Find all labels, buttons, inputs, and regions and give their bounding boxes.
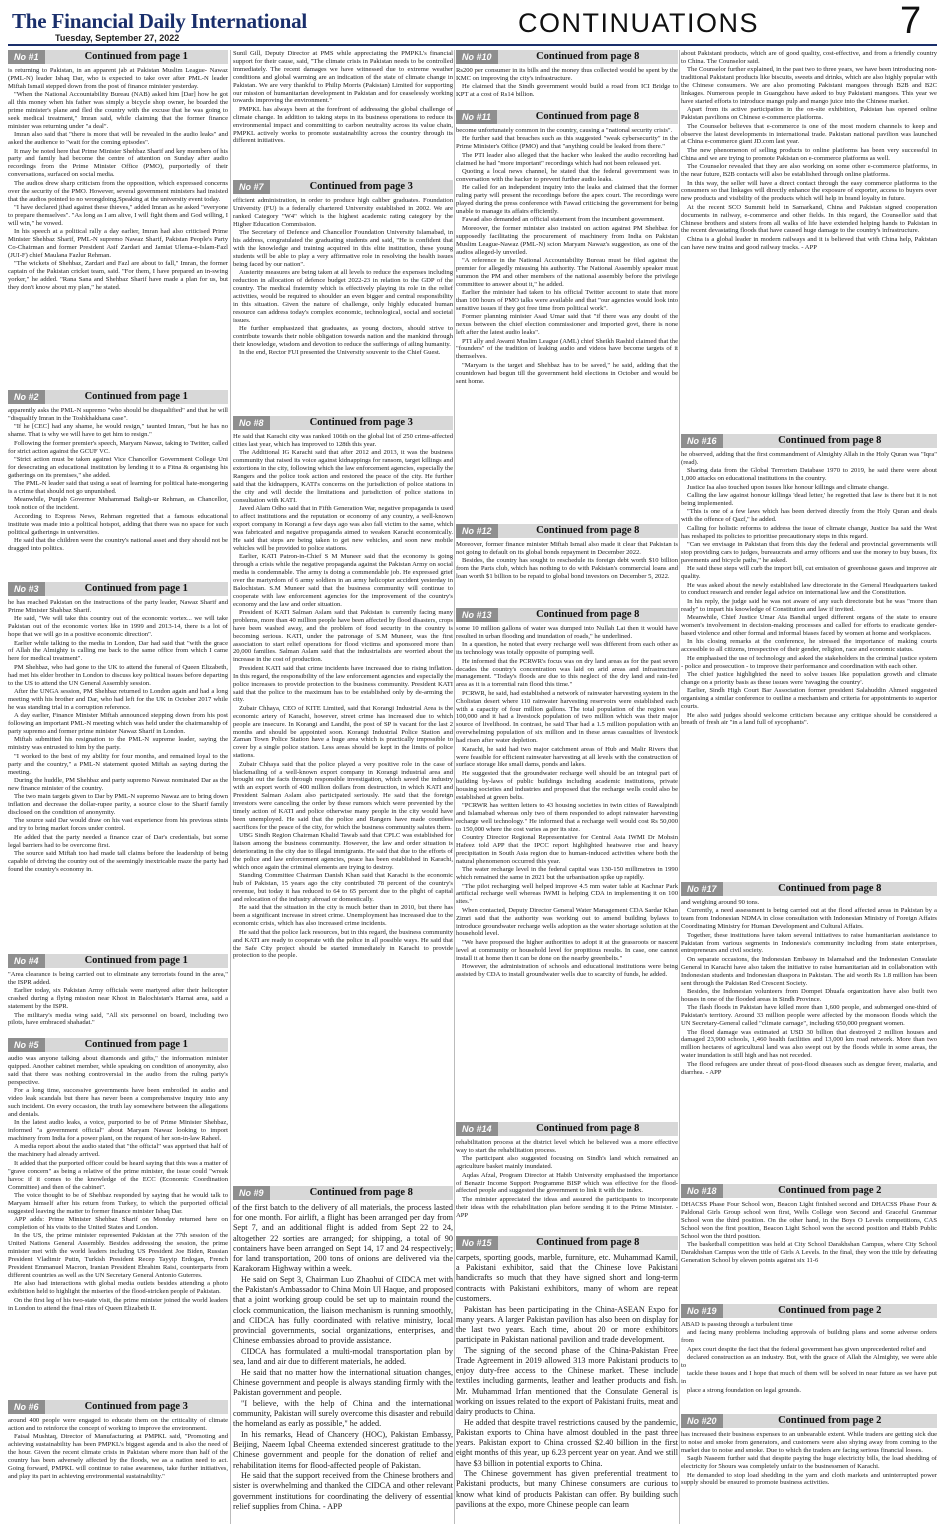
article-header [681, 434, 937, 448]
article-number: No #15 [456, 1236, 498, 1250]
article-17 [681, 882, 937, 1182]
paragraph: Zubair Chhaya, CEO of KITE Limited, said that Korangi Industrial Area is the economic artery of Karachi, however, street crime has increased due to which people are insecure. In Korangi and Landhi, the post of SP is vacant for the last 2 months and should be appointed soon. Korangi Industrial Police Station and Zaman Town Police Station have a huge area which is practically impossible to cover by a single police station. Less areas should be kept in the limits of police stations. [233, 704, 453, 760]
paragraph: Besides, the country has sought to reschedule its foreign debt worth $10 billion from the Paris club, which has nothing to do with Pakistan's commercial loans and loan worth $1 billion to be repaid to global bond investors on December 5, 2022. [456, 557, 678, 581]
paragraph: Moreover, former finance minister Miftah Ismail also made it clear that Pakistan is not going to default on its global bonds repayment in December 2022. [456, 541, 678, 556]
article-body [681, 899, 937, 1076]
paragraph: The PML-N leader said that using a seat of learning for political hate-mongering is a crime that should not go unpunished. [8, 480, 228, 496]
paragraph: Former planning minister Asad Umar said that "if there was any doubt of the nexus between the chief election commissioner and imported govt, there is none left after the latest audio leaks". [456, 313, 678, 337]
article-15 [456, 1236, 678, 1524]
paragraph: Meanwhile, Chief Justice Umar Ata Bandial urged different organs of the state to ensure women's involvement in decision-making processes and called for efforts to eradicate gender-based violence and other formal and informal biases faced by women at home and workplaces. [681, 614, 937, 637]
paragraph: PMPKL has always been at the forefront of addressing the global challenge of climate change. In addition to taking steps in its business operations to reduce its environmental impact and committing to carbon neutrality across its value chain, PMPKL actively works to promote sustainability across the country through its different initiatives. [233, 105, 453, 145]
paragraph: place a strong foundation on legal grounds. [687, 1386, 802, 1394]
paragraph: The Counselor further explained, in the past two to three years, we have been introducing non-traditional Pakistani products like biscuits, sweets and drinks, which are also highly popular with the Chinese consumers. We are also promoting Pakistani mangoes through B2B and B2C linkages. Numerous people in Guangzhou have asked to buy Pakistani mangoes. This year we have started efforts to introduce mango pulp and mango juice into the Chinese market. [681, 66, 937, 105]
paragraph: The chief justice highlighted the need to solve issues like population growth and climate change on a priority basis as these issues were 'ravaging the country'. [681, 670, 937, 686]
article-13 [456, 608, 678, 1120]
article-header [456, 110, 678, 124]
article-body [8, 1055, 228, 1313]
article-body [456, 541, 678, 581]
article-body [456, 625, 678, 979]
paragraph: Besides, the Indonesian volunteers from Dompet Dhuafa organization have also built two houses in one of the flooded areas in Sindh Province. [681, 987, 937, 1003]
article-number: No #17 [681, 882, 723, 896]
paragraph: He said that the situation in the city is much better than in 2010, but there has been a significant increase in street crime. Unemployment has increased due to the economic crisis, which has also increased crime incidents. [233, 904, 453, 928]
paragraph: Earlier today, six Pakistan Army officials were martyred after their helicopter crashed during a flying mission near Khost in Balochistan's Harnai area, said a statement by the ISPR. [8, 987, 228, 1011]
article-6 [8, 1400, 228, 1524]
paragraph: He suggested that the groundwater recharge well should be an integral part of building by-laws of public buildings including academic institutions, private housing societies and industries and proposed that the recharge wells could also be established at green belts. [456, 769, 678, 801]
article-number: No #14 [456, 1122, 498, 1136]
article-8 [233, 416, 453, 1184]
paragraph: He said that no matter how the international situation changes, Chinese government and people is always standing firmly with the Pakistan government and people. [233, 1367, 453, 1398]
paragraph: He also had interactions with global media outlets besides attending a photo exhibition held to highlight the miseries of the flood-stricken people of Pakistan. [8, 1280, 228, 1296]
article-number: No #20 [681, 1414, 723, 1428]
paragraph: However, the administration of schools and educational institutions were being assisted by CDA to install groundwater wells due to scarcity of funds, he added. [456, 963, 678, 978]
paragraph: Javed Alam Odho said that in Fifth Generation War, negative propaganda is used to affect institutions and the reputation or economy of any country, a well-known export company in Korangi a few days ago was also fall victim to the same, which was fabricated and negative propaganda aimed to weaken Karachi economically. He said that steps are being taken to get new vehicles, and soon new mobile vehicles will be provided to police stations. [233, 505, 453, 552]
article-header [8, 582, 228, 596]
paragraph: of the first batch to the delivery of all materials, the process lasted for one month. For airlift, a flight has been arranged per day from Sept 7, and an additional flight is added from Sept 22 to 24, altogether 22 sorties are arranged; for shipping, a total of 90 containers have been arranged on Sept 14, 17 and 24 respectively; for land transportation, 200 tons of onions are delivered via the Karakoram Highway within a week. [233, 1203, 453, 1274]
column-divider [679, 50, 680, 1524]
paragraph: He demanded to stop load shedding in the yarn and cloth markets and uninterrupted power supply should be ensured to promote business activities. [681, 1471, 937, 1487]
paragraph: In this way, the seller will have a direct contact through the easy commerce platforms to the consumers so that linkages will directly enhance the exposure of exporter, access to buyers over new products and visibility of the products which will help in brand loyalty in future. [681, 179, 937, 203]
paragraph: The flash floods in Pakistan have killed more than 1,600 people, and submerged one-third of Pakistan's territory. Around 33 million people were affected by the monsoon floods which the UN Secretary-General called "climate carnage", including 650,000 pregnant women. [681, 1004, 937, 1028]
paragraph: Earlier, KATI Patron-in-Chief S M Muneer said that the economy is going through a crisis while the negative propaganda against the Pakistan Army on social media is condemnable. The army is doing a commendable job. He expressed grief over the martyrdom of 6 army soldiers in an army helicopter accident yesterday in Balochistan. S.M Muneer said that the business community will continue to cooperate with law enforcement agencies for the improvement of the country's economy and the law and order situation. [233, 553, 453, 608]
article-body [233, 50, 453, 145]
continued-from-label: Continued from page 8 [535, 111, 640, 122]
paragraph: Austerity measures are being taken at all levels to reduce the expenses including reduction in allocation of defence budget 2022-23 in relation to the GDP of the country. The medical fraternity which is effectively playing its role in the relief activities, would be required to shoulder an even bigger and central responsibility in this situation. Given the nature of challenge, only highly educated human resource can address today's complex economic, technological, social and societal issues. [233, 269, 453, 324]
paragraph: "When the National Accountability Bureau (NAB) asked him [Dar] how he got all this money when his father was simply a bicycle shop owner, he boarded the prime minister's plane and fled the country with the excuse that he was going to seek medical treatment," Imran said, while claiming that the former finance minister was returning under "a deal". [8, 91, 228, 130]
paragraph: On the first leg of his two-state visit, the prime minister joined the world leaders in London to attend the final rites of Queen Elizabeth II. [8, 1296, 228, 1312]
newspaper-title: The Financial Daily International [12, 9, 308, 33]
continued-from-label: Continued from page 2 [778, 1305, 882, 1316]
paragraph: At the recent SCO Summit held in Samarkand, China and Pakistan signed cooperation documents in railway, e-commerce and other fields. In this regard, the Counsellor said that Chinese brothers and sisters from all walks of life have extended helping hands to Pakistan in the recent devastating floods that have caused huge damage to the country's infrastructure. [681, 203, 937, 235]
article-body [8, 67, 228, 292]
continued-from-label: Continued from page 1 [84, 1039, 188, 1050]
column-4 [681, 50, 937, 1524]
article-header [8, 1038, 228, 1052]
paragraph: In his remarks, Head of Chancery (HOC), Pakistan Embassy, Beijing, Naeem Iqbal Cheema extended sincerest gratitude to the Chinese government and people for the donation of relief and rehabilitation items for flood-affected people of Pakistan. [233, 1429, 453, 1470]
paragraph: tackle these issues and I hope that much of them will be solved in near future as we have put in [681, 1370, 937, 1386]
paragraph: According to Express News, Rehman regretted that a famous educational institute was made into a political hotspot, adding that there was no space for such political gatherings in universities. [8, 512, 228, 536]
paragraph: "I have declared jihad against these thieves," added Imran as he asked "everyone to prepare themselves". "As long as I am alive, I will fight them and God willing, I will win," he vowed. [8, 203, 228, 227]
article-number: No #6 [8, 1400, 45, 1414]
paragraph: Karachi, he said had two major catchment areas of Hub and Malir Rivers that were feasible for efficient rainwater harvesting at all levels with the construction of surface storage like small dams, ponds and lakes. [456, 745, 678, 769]
paragraph: For a long time, successive governments have been embroiled in audio and video leak scandals but there has never been a comprehensive inquiry into any such incident. On every occasion, the truth lay somewhere between the allegations and denials. [8, 1087, 228, 1118]
paragraph: The Counselor revealed that they are also working on some other e-commerce platforms, in the near future, B2B contacts will also be established through online platforms. [681, 163, 937, 179]
paragraph: The PTI leader also alleged that the hacker who leaked the audio recording had claimed he had "more important" recordings which had not been released yet. [456, 151, 678, 167]
article-header [456, 608, 678, 622]
paragraph: The signing of the second phase of the China-Pakistan Free Trade Agreement in 2019 allowed 313 more Pakistani products to enjoy duty-free access to the Chinese market. These include textiles including garments, leather and leather products and fish. Mr. Muhammad Irfan mentioned that the Consulate General is working on issues related to the export of Pakistani fruits, meat and dairy products to China. [456, 1345, 678, 1417]
paragraph: carpets, sporting goods, marble, furniture, etc. Muhammad Kamil, a Pakistani exhibitor, said that the Chinese love Pakistani handicrafts so much that they have signed short and long-term contracts with Pakistani exhibitors, many of whom are repeat customers. [456, 1253, 678, 1303]
continued-from-label: Continued from page 3 [309, 417, 413, 428]
paragraph: Pakistan has been participating in the China-ASEAN Expo for many years. A larger Pakistan pavilion has also been on display for the last two years. Each time, about 20 or more exhibitors participate in Pakistan national pavilion and trade development. [456, 1304, 678, 1345]
paragraph: The voice thought to be of Shehbaz responded by saying that he would talk to Maryam himself after his return from Turkey, to which the purported official suggested leaving the matter to former finance minister Ishaq Dar. [8, 1191, 228, 1215]
article-14 [456, 1122, 678, 1234]
article-number: No #7 [233, 180, 270, 194]
article-number: No #9 [233, 1186, 270, 1200]
article-number: No #8 [233, 416, 270, 430]
masthead [0, 0, 945, 48]
masthead-rule [8, 44, 937, 46]
paragraph: Earlier while talking to the media in London, Dar had said that "with the grace of Allah the Almighty is calling me back to the same office from which I came here for medical treatment". [8, 639, 228, 663]
article-number: No #4 [8, 954, 45, 968]
article-body [456, 127, 678, 386]
paragraph: In his closing remarks at the conference, he stressed the importance of making courts accessible to all citizens, irrespective of their gender, religion, race and economic status. [681, 638, 937, 654]
article-1 [8, 50, 228, 388]
paragraph: Earlier, Sindh High Court Bar Association former president Salahuddin Ahmed suggested organising a similar conference to outline a mechanism and criteria for appointments to superior courts. [681, 687, 937, 711]
paragraph: Faisal Mushtaq, Director of Manufacturing at PMPKL said, "Promoting and achieving sustainability has been PMPKL's biggest agenda and is also the need of the hour. Given the recent climate crisis in Pakistan where more than half of the country has been adversely affected by the floods, we as a nation need to act. Going forward, PMPKL will continue to raise awareness, take further initiatives, and play its part in achieving environmental sustainability." [8, 1433, 228, 1480]
paragraph: Calling the law against honour killings 'dead letter,' he regretted that law is there but it is not being implemented. [681, 492, 937, 507]
article-number: No #11 [456, 110, 497, 124]
continued-from-label: Continued from page 2 [778, 1185, 882, 1196]
article-19 [681, 1304, 937, 1412]
paragraph: audio was anyone talking about diamonds and gifts," the information minister quipped. Another cabinet member, while speaking on condition of anonymity, also said that there was nothing controversial in the audio from the ruling party's perspective. [8, 1055, 228, 1086]
paragraph: Justice Isa also touched upon issues like honour killings and climate change. [687, 483, 889, 491]
article-20 [681, 1414, 937, 1524]
paragraph: A day earlier, Finance Minister Miftah announced stepping down from his post following an important PML-N meeting which was held under the chairmanship of party supremo and former prime minister Nawaz Sharif in London. [8, 712, 228, 735]
paragraph: Apart from its active participation in the on-site exhibition, Pakistan has opened online Pakistan pavilions on Chinese e-commerce platforms. [681, 106, 937, 122]
continued-from-label: Continued from page 8 [778, 883, 882, 894]
paragraph: Following the former premier's speech, Maryam Nawaz, taking to Twitter, called for strict action against the GCUF VC. [8, 439, 228, 455]
paragraph: In the end, Rector FUI presented the University souvenir to the Chief Guest. [239, 349, 441, 357]
paragraph: He also said judges should welcome criticism because any critique should be considered a breath of fresh air "in a land full of sycophants". [681, 711, 937, 727]
column-2 [233, 50, 453, 1524]
paragraph: President KATI said that crime incidents have increased due to rising inflation. In this regard, the responsibility of the law enforcement agencies and especially the police increases to provide protection to the business community. President KATI said that the police to the maximum has to be established only by de-arming the city. [233, 664, 453, 704]
paragraph: In the US, the prime minister represented Pakistan at the 77th session of the United Nations General Assembly. Besides addressing the session, the prime minister met with the world leaders including US President Joe Biden, Russian President Vladimir Putin, Turkish President Recep Tayyip Erdogan, French President Emmanuel Macron, Iranian President Ebrahim Raisi, counterparts from different countries as well as the UN Secretary General Antonio Guterres. [8, 1232, 228, 1279]
paragraph: The participant also suggested focusing on Sindh's land which remained an agriculture basket mainly inundated. [456, 1155, 678, 1171]
paragraph: He emphasised the use of technology and asked the stakeholders in the criminal justice system - police and prosecution - to improve their performance and coordination with each other. [681, 654, 937, 670]
article-18 [681, 1184, 937, 1302]
paragraph: Rs200 per consumer in its bills and the money thus collected would be spent by the KMC on improving the city's infrastructure. [456, 67, 678, 82]
article-body [233, 1203, 453, 1512]
paragraph: He said that Karachi city was ranked 106th on the global list of 250 crime-affected cities last year, which has improved to 128th this year. [233, 433, 453, 448]
article-body [681, 451, 937, 727]
paragraph: and weighing around 90 tons. [681, 899, 760, 906]
article-12 [456, 524, 678, 606]
paragraph: He said that the children were the country's national asset and they should not be dragged into politics. [8, 537, 228, 552]
paragraph: China is a global leader in modern railways and it is believed that with China help, Pakistan can have new trains and good railway tracks. - APP [681, 235, 937, 251]
article-number: No #16 [681, 434, 723, 448]
paragraph: become unfortunately common in the country, causing a "national security crisis". [456, 127, 673, 134]
paragraph: The Secretary of Defence and Chancellor Foundation University Islamabad, in his address, congratulated the graduating students and said, "He is confident that with the knowledge and training acquired in this elite institution, these young students will be able to play a very affirmative role in resolving the health issues being faced by our nation". [233, 229, 453, 268]
article-header [456, 1236, 678, 1250]
paragraph: The audios drew sharp criticism from the opposition, which expressed concerns over the security of the PMO. However, several government ministers had insisted that the audios pointed to no wrongdoing.Speaking at the university event today. [8, 179, 228, 203]
paragraph: The Counselor believes that e-commerce is one of the most modern channels to keep and observe the latest developments in international trade. Pakistan national pavilion was launched at China e-commerce giant JD.com last year. [681, 122, 937, 146]
paragraph: "The wickets of Shehbaz, Zardari and Fazl are about to fall," Imran, the former captain of the Pakistan cricket team, said. "For them, I have prepared an in-swing yorker," he added. "Rana Sana and Shehbaz Sharif have made a plan for us, but they don't know about my plan," he stated. [8, 260, 228, 291]
paragraph: The flood refugees are under threat of post-flood diseases such as dengue fever, malaria, and diarrhea. - APP [681, 1060, 937, 1076]
article-header [456, 50, 678, 64]
paragraph: Country Director Regional Representative for Central Asia IWMI Dr Mohsin Hafeez told APP that the IPCC report highlighted heatwave rise and heavy precipitation in South Asia region due to human-induced activities where both the natural phenomenon occurred this year. [456, 834, 678, 865]
paragraph: After the UNGA session, PM Shehbaz returned to London again and had a long meeting with his brother and Dar, who had left for the UK in October 2017 while he was standing trial in a corruption reference. [8, 687, 228, 711]
article-body [233, 197, 453, 357]
article-header [456, 524, 678, 538]
continued-from-label: Continued from page 3 [309, 181, 413, 192]
paragraph: In a question, he noted that every recharge well was different from each other as its technology was totally opposite of pumping well. [456, 641, 678, 657]
continued-from-label: Continued from page 8 [536, 609, 640, 620]
paragraph: Zubair Chhaya said that the police played a very positive role in the case of blackmailing of a well-known export company in Korangi industrial area and brought out the facts through responsible investigation, which saved the industry with an export worth of 400 million dollars from destruction, in which KATI and President Salman Aslam also participated seriously. He said that the foreign investors were canceling the order by these rumors which were prevented by the timely action of KATI and police otherwise many people in the city would have been unemployed. He said that the police and Rangers have made countless sacrifices for the peace of the city, for which the business community salutes them. [233, 760, 453, 831]
paragraph: "I believe, with the help of China and the international community, Pakistan will surely overcome this disaster and rebuild the homeland as early as possible," he added. [233, 1398, 453, 1429]
continued-from-label: Continued from page 1 [84, 955, 188, 966]
article-header [8, 954, 228, 968]
article-number: No #2 [8, 390, 45, 404]
article-number: No #5 [8, 1038, 45, 1052]
paragraph: He informed that the PCRWR's focus was on dry land areas as for the past seven decades the country's concentration was laid on arid areas and infrastructure management. "Today's floods are due to this neglect of the dry land and rain-fed area as it is a torrential rain flood this time." [456, 657, 678, 689]
article-header [681, 1304, 937, 1318]
paragraph: Saqib Naseem further said that despite paying the huge electricity bills, the load shedding of electricity for 5hours was completely unfair to the businessmen of Karachi. [681, 1455, 937, 1471]
paragraph: efficient administration, in order to produce high caliber graduates. Foundation University (FU) is a federally chartered University established in 2002. We are ranked Category "W4" which is the highest academic rating category by the Higher Education Commission. [233, 197, 453, 228]
paragraph: The source said Miftah too had made tall claims before the leadership of being capable of driving the country out of the seemingly inextricable maze the party had found the country's economy in. [8, 850, 228, 873]
article-body [456, 1139, 678, 1220]
paragraph: In his speech at a political rally a day earlier, Imran had also criticised Prime Minister Shehbaz Sharif, PML-N supremo Nawaz Sharif, Pakistan People's Party Co-Chairman and former President Asif Zardari and Jamiat Ulema-e-Islam-Fazl (JUI-F) chief Maulana Fazlur Rehman. [8, 228, 228, 259]
paragraph: Sunil Gill, Deputy Director at PMS while appreciating the PMPKL's financial support for their cause, said, "The climate crisis in Pakistan needs to be controlled immediately. The recent damages we have witnessed due to extreme weather conditions and global warming are an indication of the state of climate change in Pakistan. We are very thankful to Philip Morris (Pakistan) Limited for supporting our mission of humanitarian development in Pakistan and for ceaselessly working towards improving the environment." [233, 50, 453, 105]
paragraph: "Maryam is the target and Shehbaz has to be saved," he said, adding that the countdown had begun till the government held elections in October and would be sent home. [456, 361, 678, 385]
page-number: 7 [900, 0, 922, 42]
paragraph: Aqdas Afzal, Program Director at Habib University emphasised the importance of Benazir Income Support Programme BISP which was effective for the flood-affected people and suggested the government to link it with the index. [456, 1171, 678, 1195]
paragraph: During the huddle, PM Shehbaz and party supremo Nawaz nominated Dar as the new finance minister of the country. [8, 776, 228, 792]
paragraph: about Pakistani products, which are of good quality, cost-effective, and from a friendly country to China. The Counselor said. [681, 50, 937, 65]
paragraph: He said that the police lack resources, but in this regard, the business community and KATI are ready to cooperate with the police in all possible ways. He said that the Safe City project should be started immediately in Karachi to provide protection to the people. [233, 928, 453, 960]
article-2 [8, 390, 228, 580]
paragraph: CIDCA has formulated a multi-modal transportation plan by sea, land and air due to different materials, he added. [233, 1346, 453, 1367]
paragraph: The Chinese government has given preferential treatment to Pakistani products, but many Chinese consumers are curious to know what kind of products Pakistan can offer. By building such pavilions at the expo, more Chinese people can learn [456, 1469, 678, 1509]
paragraph: "If he [CEC] had any shame, he would resign," taunted Imran, "but he has no shame. That is why we will have to get him to resign." [8, 423, 228, 439]
article-header [8, 50, 228, 64]
article-body [8, 599, 228, 874]
paragraph: PCRWR, he said, had established a network of rainwater harvesting system in the Cholistan desert where 110 rainwater harvesting reservoirs were established each with a capacity of four million gallons. The total population of the region was 100,000 and it had a livestock population of two million which was their major source of livelihood. In contrast, he said Thar had a 1.5 million population with an overwhelming population of six million and in these areas casualties of livestock had risen after water depletion. [456, 689, 678, 745]
paragraph: He said that the support received from the Chinese brothers and sister is overwhelming and thanked the CIDCA and other relevant government institutions for coordinating the delivery of essential relief supplies from China. - APP [233, 1471, 453, 1511]
paragraph: apparently asks the PML-N supremo "who should be disqualified" and that he will "disqualify Imran in the Toshkhakhana case". [8, 407, 228, 422]
paragraph: Miftah submitted his resignation to the PML-N supreme leader, saying the ministry was entrusted to him by the party. [8, 736, 228, 752]
paragraph: Quoting a local news channel, he stated that the federal government was in conversation with the hacker to prevent further audio leaks. [456, 168, 678, 183]
paragraph: Standing Committee Chairman Danish Khan said that Karachi is the economic hub of Pakistan, 15 years ago the city contributed 78 percent of the country's revenue, but today it has reduced to 64 to 65 percent due to the plight of capital and relocation of the industry abroad or domestically. [233, 872, 453, 904]
paragraph: The water recharge level in the federal capital was 130-150 millimetres in 1990 which remained the same in 2021 but the urbanisation spike up rapidly. [456, 866, 678, 882]
paragraph: he has reached Pakistan on the instructions of the party leader, Nawaz Sharif and Prime Minister Shahbaz Sharif. [8, 599, 228, 614]
article-header [681, 1414, 937, 1428]
article-4 [8, 954, 228, 1036]
article-body [8, 407, 228, 553]
article-number: No #13 [456, 608, 498, 622]
article-7 [233, 180, 453, 414]
paragraph: He called for an independent inquiry into the leaks and claimed that the former ruling party will present the recordings before the apex court. The recordings were played during the press conference with Fawad criticising the government for being unable to manage its affairs efficiently. [456, 184, 678, 216]
paragraph: He added that the party needed a finance czar of Dar's credentials, but some legal barriers had to be overcome first. [8, 833, 228, 849]
paragraph: He said these steps will curb the import bill, cut emission of greenhouse gases and improve air quality. [681, 565, 937, 581]
article-body [233, 433, 453, 960]
paragraph: Fawad also demanded an official statement from the incumbent government. [462, 216, 665, 224]
article-body [681, 1431, 937, 1487]
paragraph: Earlier the minister had taken to his official Twitter account to state that more than 100 hours of PMO talks were available and that "our agencies would look into sensitive issues if they got free time from political work". [456, 289, 678, 312]
paragraph: He further emphasized that graduates, as young doctors, should strive to contribute towards their noble obligation towards nation and the mankind through their knowledge, wisdom and devotion to reduce the sufferings of ailing humanity. [233, 325, 453, 348]
paragraph: is returning to Pakistan, in an apparent jab at Pakistan Muslim League- Nawaz (PML-N) leader Ishaq Dar, who is expected to take over after PML-N leader Miftah Ismail stepped down from the post of finance minister yesterday. [8, 67, 228, 90]
paragraph: The two main targets given to Dar by PML-N supremo Nawaz are to bring down inflation and decrease the dollar-rupee parity, a source close to the Sharif family disclosed on the condition of anonymity. [8, 793, 228, 817]
paragraph: "Strict action must be taken against Vice Chancellor Government College Uni for desecrating an educational institution by lending it to a Fitna & organising his gatherings on its premises," she added. [8, 455, 228, 479]
article-header [233, 1186, 453, 1200]
article-number: No #19 [681, 1304, 723, 1318]
paragraph: On separate occasions, the Indonesian Embassy in Islamabad and the Indonesian Consulate General in Karachi have also taken the initiative to raise humanitarian aid in collaboration with Indonesian students and Indonesian diaspora in Pakistan. The aid worth Rs 1.8 million has been sent through the Pakistan Red Crescent Society. [681, 955, 937, 987]
paragraph: ABAD is passing through a turbulent time [681, 1321, 793, 1328]
paragraph: and facing many problems including approvals of building plans and some adverse orders from [681, 1329, 937, 1345]
paragraph: The minister appreciated the ideas and assured the participants to incorporate their ideas with the rehabilitation plan before sending it to the Prime Minister. - APP [456, 1195, 678, 1219]
article-5 [8, 1038, 228, 1398]
continued-from-label: Continued from page 1 [84, 51, 188, 62]
paragraph: he observed, adding that the first commandment of Almighty Allah in the Holy Quran was "Iqra" (read). [681, 451, 937, 466]
paragraph: rehabilitation process at the district level which he believed was a more effective way to start the rehabilitation process. [456, 1139, 678, 1154]
article-header [233, 416, 453, 430]
article-10 [456, 50, 678, 108]
paragraph: "We have proposed the higher authorities to adopt it at the grassroots or nascent level at community or household level for propitious results. In case, one cannot install it at home then it can be done on the nearby greenbelts." [456, 938, 678, 962]
article-body [456, 1253, 678, 1510]
paragraph: "This is one of a few laws which has been derived directly from the Holy Quran and deals with the offence of Qazf," he added. [681, 508, 937, 524]
paragraph: DHACSS Phase Four School won, Beacon Light finished second and DHACSS Phase Four & Paldonal Girls Group school won first, Wells College won Second and Graceful Grammar School won the third position. On the other hand, in the Boys O Levels competitions, CAS School won the first position, Beacon Light School won the second position and Habib Public School won the third position. [681, 1201, 937, 1240]
paragraph: "The pilot recharging well helped improve 4.5 mm water table at Kachnar Park artificial recharge well whereas IWMI is helping CDA in implementing it on 100 sites." [456, 882, 678, 906]
continued-from-label: Continued from page 1 [84, 583, 188, 594]
article-body [681, 1321, 937, 1395]
paragraph: It added that the purported officer could be heard saying that this was a matter of "grave concern" as being a relative of the prime minister, the issue could "wreak havoc if it comes to the knowledge of the ECC (Economic Coordination Committee) and then of the cabinet". [8, 1159, 228, 1191]
paragraph: The source said Dar would draw on his vast experience from his previous stints and try to bring market forces under control. [8, 817, 228, 833]
paragraph: Together, these institutions have taken several initiatives to raise humanitarian assistance to Pakistan from various segments in Indonesia's community including from state enterprises, entrepreneurs and civil society. [681, 931, 937, 955]
paragraph: Meanwhile, Punjab Governor Muhammad Baligh-ur Rehman, as Chancellor, took notice of the incident. [8, 496, 228, 512]
article-number: No #12 [456, 524, 498, 538]
article-number: No #3 [8, 582, 45, 596]
paragraph: "PCRWR has written letters to 43 housing societies in twin cities of Rawalpindi and Islamabad whereas only two of them responded to adopt rainwater harvesting recharge well technology." He informed that a recharge well would cost Rs 50,000 to 150,000 where the cost varies as per its size. [456, 801, 678, 833]
paragraph: He was asked about the newly established law directorate in the General Headquarters tasked to conduct research and render legal advice on international law and the Constitution. [681, 581, 937, 597]
continued-from-label: Continued from page 8 [536, 525, 640, 536]
article-9 [233, 1186, 453, 1524]
paragraph: When contacted, Deputy Director General Water Management CDA Sardar Khan Zimri said that the authority was working out to amend building bylaws to introduce groundwater recharge wells adoption as the water shortage solution at the household level. [456, 906, 678, 938]
column-3 [456, 50, 678, 1524]
continued-from-label: Continued from page 8 [309, 1187, 413, 1198]
continued-from-label: Continued from page 3 [84, 1401, 188, 1412]
article-header [8, 1400, 228, 1414]
paragraph: The Additional IG Karachi said that after 2012 and 2013, it was the business community that raised its voice against kidnappings for ransom, target killings and extortions in the city, following which the law enforcement agencies, especially the Rangers and the police took action and restored the peace of the city. He further said that the kidnappers, KATI's concerns on the jurisdiction of police stations in the city and will decide the limitations and jurisdiction of police stations in consultation with KATI. [233, 449, 453, 504]
column-divider [230, 50, 231, 1524]
continued-from-label: Continued from page 8 [536, 51, 640, 62]
article-number: No #18 [681, 1184, 723, 1198]
continued-from-label: Continued from page 8 [778, 435, 882, 446]
paragraph: In his reply, the judge said he was not aware of any such directorate but he was "more than ready" to impart his knowledge of Constitution and law if invited. [681, 597, 937, 613]
article-body [456, 67, 678, 99]
article-number: No #10 [456, 50, 498, 64]
paragraph: PTI ally and Awami Muslim League (AML) chief Sheikh Rashid claimed that the "founders" of the tradition of leaking audio and videos have become targets of it themselves. [456, 337, 678, 361]
paragraph: He further said that breaches such as this suggested "weak cybersecurity" in the Prime Minister's Office (PMO) and that "anything could be leaked from there." [456, 135, 678, 151]
article-header [456, 1122, 678, 1136]
column-1 [8, 50, 228, 1524]
paragraph: around 400 people were engaged to educate them on the criticality of climate action and to reinforce the concept of working to improve the environment. [8, 1417, 228, 1432]
paragraph: In the latest audio leaks, a voice, purported to be of Prime Minister Shehbaz, informed "a government official" about Maryam Nawaz looking to import machinery from India for a power plant, on the request of her son-in-law Raheel. [8, 1119, 228, 1143]
paragraph: PM Shehbaz, who had gone to the UK to attend the funeral of Queen Elizabeth, had met his elder brother in London to discuss key political issues before departing to the US to attend the UN General Assembly session. [8, 663, 228, 687]
article-body [681, 1201, 937, 1265]
paragraph: It may be noted here that Prime Minister Shehbaz Sharif and key members of his party and family had become the centre of attention on Sunday after audio recordings from the Prime Minister Office (PMO), purportedly of their conversations, surfaced on social media. [8, 147, 228, 179]
continued-from-label: Continued from page 8 [536, 1237, 640, 1248]
article-header [233, 180, 453, 194]
paragraph: Apex court despite the fact that the federal government has given unprecedented relief and [687, 1345, 926, 1353]
paragraph: Currently, a need assessment is being carried out at the flood affected areas in Pakistan by a team from Indonesian NDMA in close consultation with Indonesian Ministry of Foreign Affairs Coordinating Ministry for Human Development and Cultural Affairs. [681, 907, 937, 931]
paragraph: "I worked to the best of my ability for four months, and remained loyal to the party and the country," a PML-N statement quoted Miftah as saying during the meeting. [8, 752, 228, 776]
paragraph: Calling for holistic reforms to address the issue of climate change, Justice Isa said the West has reshaped its policies to prioritise precautionary steps in this regard. [681, 524, 937, 540]
article-15-continued [681, 50, 937, 432]
paragraph: UBG Sindh Region Chairman Khalid Tawab said that CPLC was established for liaison among the business community. However, the law and order situation is deteriorating in the city due to illegal immigrants. He said that due to the efforts of the police and law enforcement agencies, peace has been established in Karachi, which once again the criminal elements are trying to destroy. [233, 832, 453, 871]
article-header [8, 390, 228, 404]
paragraph: "Area clearance is being carried out to eliminate any terrorists found in the area," the ISPR added. [8, 971, 228, 986]
paragraph: Sharing data from the Global Terrorism Database 1970 to 2019, he said there were about 1,000 attacks on educational institutions in the country. [681, 467, 937, 483]
paragraph: APP adds: Prime Minister Shehbaz Sharif on Monday returned here on completion of his visits to the United States and London. [8, 1216, 228, 1232]
paragraph: He said on Sept 3, Chairman Luo Zhaohui of CIDCA met with the Pakistan's Ambassador to China Moin Ul Haque, and proposed that a joint working group could be set up to maintain round the clock communication, the liaison mechanism is running smoothly, and CIDCA has fully coordinated with relative ministry, local provincial governments, social organizations, enterprises, and Chinese embassies abroad to provide assistance. [233, 1274, 453, 1346]
paragraph: President of KATI Salman Aslam said that Pakistan is currently facing many problems, more than 40 million people have been affected by flood disasters, crops have been washed away, and the problem of food security in the country is becoming serious. KATI, under the patronage of S.M Muneer, was the first association to start relief operations for flood victims and sponsored more than 20,000 families. Salman Aslam said that the industrialists are worried about the increase in the cost of production. [233, 608, 453, 664]
article-6-continued [233, 50, 453, 178]
paragraph: Imran also said that "there is more that will be revealed in the audio leaks" and asked the audience to "wait for the coming episodes". [8, 131, 228, 147]
paragraph: The basketball competition was held at City School Darakhshan Campus, where City School Darakhshan Campus won the title of Girls A Levels. In the final, they won the title by defeating Generation School by eleven points against six 11-6 [681, 1241, 937, 1264]
article-header [681, 882, 937, 896]
paragraph: He added that despite travel restrictions caused by the pandemic, Pakistan exports to China have almost doubled in the past three years. Pakistan export to China crossed $2.40 billion in the first eight months of this year, up 6.23 percent year on year. And we still have $3 billion in potential exports to China. [456, 1417, 678, 1468]
article-16 [681, 434, 937, 880]
article-body [8, 1417, 228, 1481]
paragraph: He said, "We will take this country out of the economic vortex... we will take Pakistan out of the economic vortex like in 1999 and 2013-14, there is a lot of hope that we will go in a positive economic direction". [8, 615, 228, 639]
article-body [8, 971, 228, 1027]
issue-date: Tuesday, September 27, 2022 [55, 33, 180, 43]
paragraph: some 10 million gallons of water was dumped into Nullah Lai then it would have resulted in urban flooding and inundation of roads," he underlined. [456, 625, 678, 640]
continued-from-label: Continued from page 2 [778, 1415, 882, 1426]
article-3 [8, 582, 228, 952]
paragraph: "A reference in the National Accountability Bureau must be filed against the premier for allegedly misusing his authority. The National Assembly speaker must summon the PM and other members of the national assembly before the privilege committee to answer about it," he added. [456, 257, 678, 288]
paragraph: He claimed that the Sindh government would build a road from ICI Bridge to KPT at a cost of Rs14 billion. [456, 83, 678, 99]
article-11 [456, 110, 678, 522]
continued-from-label: Continued from page 1 [84, 391, 188, 402]
article-number: No #1 [8, 50, 45, 64]
paragraph: The flood damage was estimated at USD 30 billion that destroyed 2 million houses and damaged 23,900 schools, 1,460 health facilities and 13,000 km road network. More than two million hectares of agricultural land was also swept out by the floods while in some areas, the water inundation is still high and has not receded. [681, 1028, 937, 1060]
article-header [681, 1184, 937, 1198]
continued-from-label: Continued from page 8 [536, 1123, 640, 1134]
paragraph: Moreover, the former minister also insisted on action against PM Shehbaz for supposedly facilitating the procurement of machinery from India on Pakistan Muslim League-Nawaz (PML-N) scion Maryam Nawaz's suggestion, as one of the audios alleged-ly unveiled. [456, 224, 678, 256]
paragraph: "Can we envisage in Pakistan that from this day the federal and provincial governments will stop providing cars to judges, bureaucrats and army officers and use the money to buy buses, fix pavements and bicycle paths," he asked. [681, 540, 937, 564]
section-title: CONTINUATIONS [518, 8, 759, 38]
paragraph: has increased their business expenses to an unbearable extent. While traders are getting sick due to noise and smoke from generators, and customers were also shying away from coming to the market due to noise and smoke. Due to which the traders are facing serious financial losses. [681, 1431, 937, 1454]
article-body [681, 50, 937, 252]
paragraph: A media report about the audio stated that "the official" was apprised that half of the machinery had already arrived. [8, 1143, 228, 1159]
paragraph: The new phenomenon of selling products to online platforms has been very successful in China and we are trying to promote Pakistan on e-commerce platforms as well. [681, 146, 937, 162]
paragraph: The military's media wing said, "All six personnel on board, including two pilots, have embraced shahadat." [8, 1011, 228, 1027]
column-divider [454, 50, 455, 1524]
paragraph: declared construction as an industry. But, with the grace of Allah the Almighty, we were able to [681, 1354, 937, 1370]
